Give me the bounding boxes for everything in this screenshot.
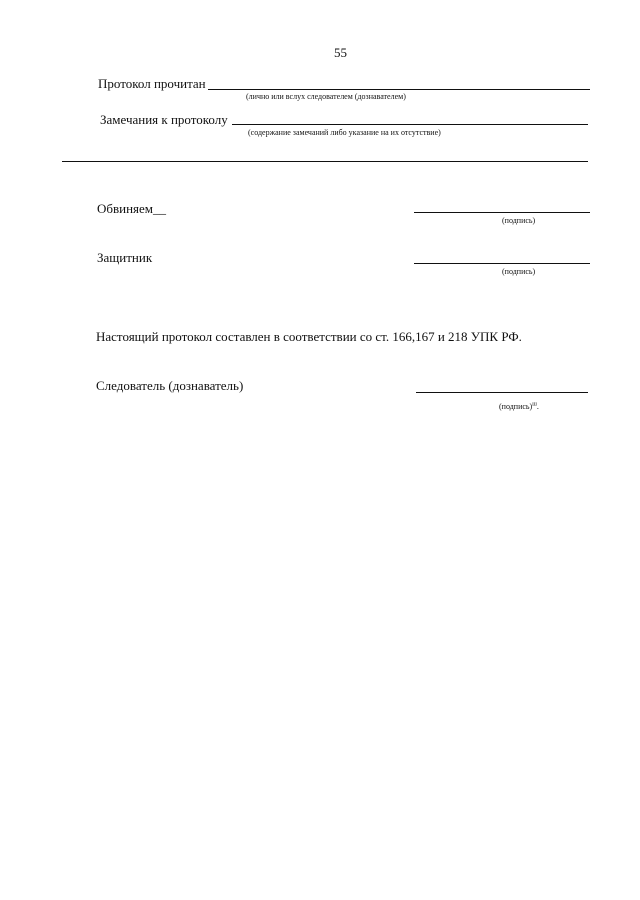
accused-label-row [97, 201, 166, 217]
investigator-trailing-dot: . [536, 402, 539, 411]
remarks-line [232, 124, 588, 125]
statement-text: Настоящий протокол составлен в соответствии со ст. 166,167 и 218 УПК РФ. [96, 329, 522, 344]
accused-label: Обвиняем [97, 201, 154, 216]
page-number: 55 [334, 45, 347, 60]
defender-signature-hint: (подпись) [502, 267, 536, 276]
investigator-signature-hint-row [499, 402, 539, 411]
investigator-signature-line [416, 392, 588, 393]
protocol-read-hint: (лично или вслух следователем (дознавателем) [246, 92, 406, 101]
defender-label: Защитник [97, 250, 153, 265]
accused-signature-hint: (подпись) [502, 216, 536, 225]
separator-line [62, 161, 588, 162]
protocol-read-label: Протокол прочитан [98, 76, 206, 91]
accused-signature-line [414, 212, 590, 213]
investigator-signature-hint: (подпись) [499, 402, 533, 411]
remarks-label: Замечания к протоколу [100, 112, 228, 127]
accused-suffix: __ [153, 201, 167, 216]
defender-signature-line [414, 263, 590, 264]
protocol-read-line [208, 89, 590, 90]
remarks-hint: (содержание замечаний либо указание на их отсутствие) [248, 128, 441, 137]
investigator-footnote-mark: ш [532, 401, 537, 408]
investigator-label: Следователь (дознаватель) [96, 378, 244, 393]
